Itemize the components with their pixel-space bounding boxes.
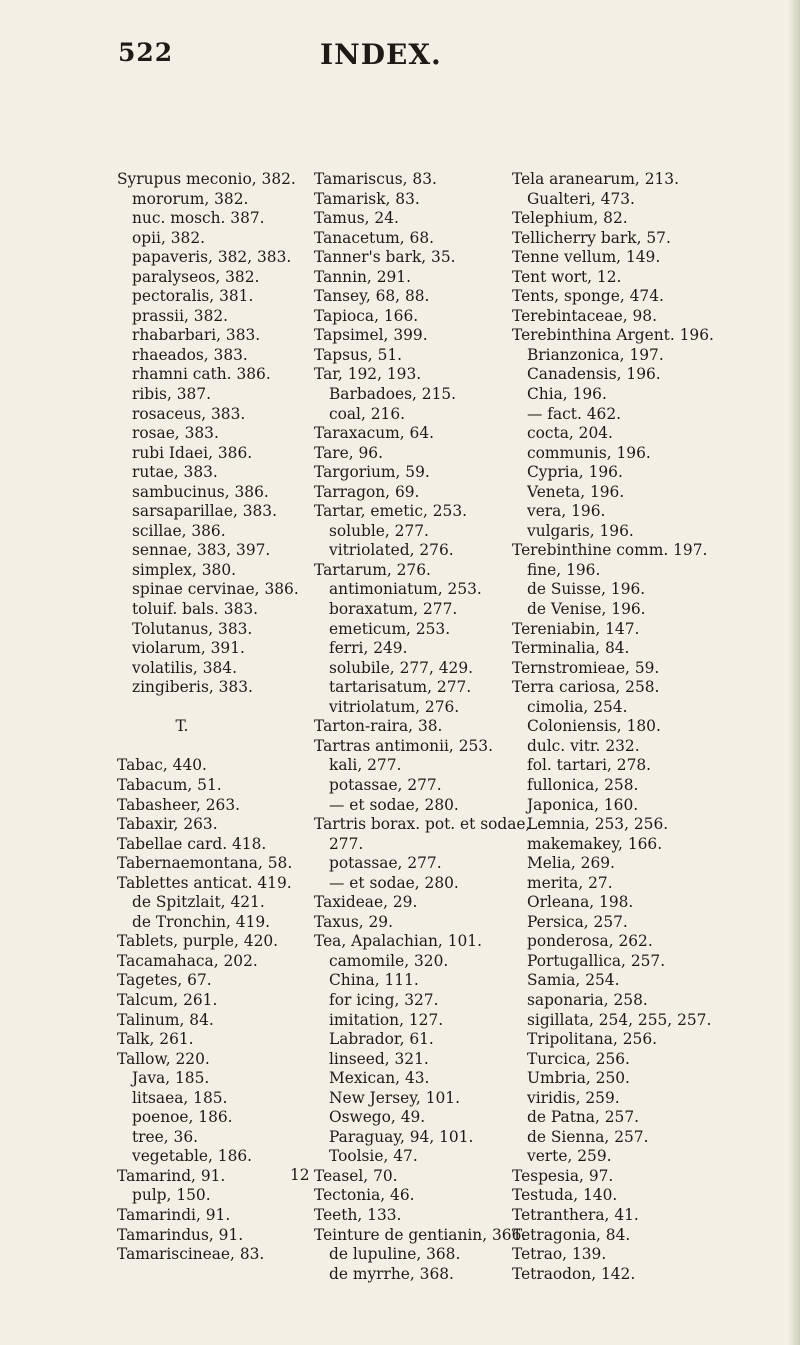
index-entry: pulp, 150. xyxy=(132,1186,211,1205)
index-entry: rhaeados, 383. xyxy=(132,345,248,364)
index-entry: vitriolated, 276. xyxy=(329,541,454,560)
index-entry: paralyseos, 382. xyxy=(132,267,260,286)
index-entry: merita, 27. xyxy=(527,873,613,892)
index-entry: Taraxacum, 64. xyxy=(314,424,435,443)
index-entry: Java, 185. xyxy=(132,1069,210,1088)
index-entry: dulc. vitr. 232. xyxy=(527,736,640,755)
index-entry: vegetable, 186. xyxy=(132,1147,253,1166)
index-entry: cocta, 204. xyxy=(527,424,613,443)
index-entry: ribis, 387. xyxy=(132,385,212,404)
index-entry: vulgaris, 196. xyxy=(527,521,634,540)
index-entry: de lupuline, 368. xyxy=(329,1245,461,1264)
index-entry: boraxatum, 277. xyxy=(329,600,458,619)
page-number: 522 xyxy=(118,38,174,67)
index-entry: cimolia, 254. xyxy=(527,697,628,716)
index-entry: Turcica, 256. xyxy=(527,1049,630,1068)
index-entry: rhamni cath. 386. xyxy=(132,365,271,384)
index-entry: Tabernaemontana, 58. xyxy=(117,854,293,873)
index-entry: soluble, 277. xyxy=(329,521,429,540)
index-entry: Coloniensis, 180. xyxy=(527,717,661,736)
index-entry: Tannin, 291. xyxy=(314,267,411,286)
index-entry: Tamarindus, 91. xyxy=(117,1225,244,1244)
index-entry: Terebinthine comm. 197. xyxy=(512,541,708,560)
index-entry: Teeth, 133. xyxy=(314,1205,402,1224)
index-entry: Testuda, 140. xyxy=(512,1186,618,1205)
index-entry: Tents, sponge, 474. xyxy=(512,287,664,306)
index-entry: de Venise, 196. xyxy=(527,600,646,619)
section-spacer xyxy=(117,737,299,757)
index-entry: — et sodae, 280. xyxy=(329,873,459,892)
index-entry: Tarton-raira, 38. xyxy=(314,717,443,736)
index-entry: Syrupus meconio, 382. xyxy=(117,170,296,188)
index-entry: for icing, 327. xyxy=(329,990,439,1009)
index-entry: Lemnia, 253, 256. xyxy=(527,815,669,834)
index-entry: Tartar, emetic, 253. xyxy=(314,502,468,521)
index-entry: toluif. bals. 383. xyxy=(132,600,259,619)
index-entry: Tamariscus, 83. xyxy=(314,170,437,188)
index-entry: potassae, 277. xyxy=(329,854,442,873)
index-entry: Portugallica, 257. xyxy=(527,951,666,970)
index-entry: Teinture de gentianin, 366. xyxy=(314,1225,527,1244)
index-entry: Tapsus, 51. xyxy=(314,345,403,364)
index-entry: Tabacum, 51. xyxy=(117,775,222,794)
index-entry: de Tronchin, 419. xyxy=(132,912,271,931)
index-entry: Tamariscineae, 83. xyxy=(117,1245,265,1264)
index-entry: pectoralis, 381. xyxy=(132,287,254,306)
signature-mark: 12 xyxy=(290,1166,310,1184)
index-entry: Tartarum, 276. xyxy=(314,560,431,579)
index-entry: Tetraodon, 142. xyxy=(512,1264,636,1283)
index-entry: poenoe, 186. xyxy=(132,1108,233,1127)
index-entry: Tablets, purple, 420. xyxy=(117,932,279,951)
index-entry: Canadensis, 196. xyxy=(527,365,661,384)
index-entry: communis, 196. xyxy=(527,443,651,462)
index-entry: Tela aranearum, 213. xyxy=(512,170,679,188)
index-entry: Tarragon, 69. xyxy=(314,482,420,501)
index-entry: Taxus, 29. xyxy=(314,912,393,931)
index-entry: Terebinthina Argent. 196. xyxy=(512,326,714,345)
index-entry: simplex, 380. xyxy=(132,560,237,579)
index-entry: Tamarind, 91. xyxy=(117,1166,226,1185)
index-entry: Tamus, 24. xyxy=(314,209,399,228)
index-entry: — et sodae, 280. xyxy=(329,795,459,814)
index-entry: Persica, 257. xyxy=(527,912,628,931)
index-entry: sarsaparillae, 383. xyxy=(132,502,277,521)
index-entry: Talk, 261. xyxy=(117,1030,194,1049)
index-entry: Japonica, 160. xyxy=(527,795,639,814)
index-entry: ferri, 249. xyxy=(329,639,408,658)
index-entry: Orleana, 198. xyxy=(527,893,634,912)
index-entry: sambucinus, 386. xyxy=(132,482,269,501)
index-entry: Terebintaceae, 98. xyxy=(512,306,657,325)
index-entry: Tartras antimonii, 253. xyxy=(314,736,493,755)
index-entry: Terminalia, 84. xyxy=(512,639,630,658)
index-column-2 xyxy=(314,170,530,1284)
index-entry: Tare, 96. xyxy=(314,443,383,462)
index-entry: rubi Idaei, 386. xyxy=(132,443,253,462)
index-column-1 xyxy=(117,170,299,1265)
running-title: INDEX. xyxy=(320,38,442,71)
index-entry: Tectonia, 46. xyxy=(314,1186,415,1205)
index-entry: Barbadoes, 215. xyxy=(329,385,457,404)
index-entry: papaveris, 382, 383. xyxy=(132,248,292,267)
index-entry: Tereniabin, 147. xyxy=(512,619,640,638)
index-entry: de Suisse, 196. xyxy=(527,580,646,599)
index-entry: spinae cervinae, 386. xyxy=(132,580,299,599)
index-entry: opii, 382. xyxy=(132,228,206,247)
index-entry: Tanner's bark, 35. xyxy=(314,248,456,267)
section-spacer xyxy=(117,698,299,718)
index-entry: Tallow, 220. xyxy=(117,1049,210,1068)
index-entry: Taxideae, 29. xyxy=(314,893,418,912)
index-entry: potassae, 277. xyxy=(329,775,442,794)
index-entry: Tapioca, 166. xyxy=(314,306,419,325)
index-entry: nuc. mosch. 387. xyxy=(132,209,265,228)
index-entry: Tagetes, 67. xyxy=(117,971,212,990)
index-entry: Tamarindi, 91. xyxy=(117,1205,231,1224)
section-letter: T. xyxy=(175,717,189,736)
index-entry: Tanacetum, 68. xyxy=(314,228,435,247)
index-entry: Gualteri, 473. xyxy=(527,189,635,208)
index-entry: ponderosa, 262. xyxy=(527,932,653,951)
index-entry: saponaria, 258. xyxy=(527,990,648,1009)
index-entry: rutae, 383. xyxy=(132,463,218,482)
index-entry: Tea, Apalachian, 101. xyxy=(314,932,482,951)
index-entry: Tetragonia, 84. xyxy=(512,1225,631,1244)
index-entry: Tabellae card. 418. xyxy=(117,834,267,853)
index-entry: de Spitzlait, 421. xyxy=(132,893,265,912)
index-entry: vera, 196. xyxy=(527,502,606,521)
index-entry: rosaceus, 383. xyxy=(132,404,246,423)
index-entry: Tellicherry bark, 57. xyxy=(512,228,671,247)
index-entry: emeticum, 253. xyxy=(329,619,451,638)
index-entry: camomile, 320. xyxy=(329,951,449,970)
index-entry: fine, 196. xyxy=(527,560,601,579)
index-entry: Tansey, 68, 88. xyxy=(314,287,430,306)
index-entry: makemakey, 166. xyxy=(527,834,663,853)
index-column-3 xyxy=(512,170,714,1284)
index-entry: Tolutanus, 383. xyxy=(132,619,253,638)
index-entry: Tabaxir, 263. xyxy=(117,815,218,834)
index-entry: violarum, 391. xyxy=(132,639,245,658)
index-entry: Tabasheer, 263. xyxy=(117,795,241,814)
index-entry: Tespesia, 97. xyxy=(512,1166,614,1185)
index-entry: Veneta, 196. xyxy=(527,482,625,501)
index-entry: antimoniatum, 253. xyxy=(329,580,482,599)
index-entry: Teasel, 70. xyxy=(314,1166,398,1185)
index-entry: Tablettes anticat. 419. xyxy=(117,873,292,892)
index-entry: Melia, 269. xyxy=(527,854,615,873)
index-entry: viridis, 259. xyxy=(527,1088,620,1107)
index-entry: kali, 277. xyxy=(329,756,402,775)
index-entry: Brianzonica, 197. xyxy=(527,345,664,364)
index-entry: Paraguay, 94, 101. xyxy=(329,1127,474,1146)
index-entry: Telephium, 82. xyxy=(512,209,628,228)
index-entry: tartarisatum, 277. xyxy=(329,678,472,697)
index-entry: Tacamahaca, 202. xyxy=(117,951,258,970)
index-entry: Tenne vellum, 149. xyxy=(512,248,661,267)
page-edge-shadow xyxy=(788,0,800,1345)
index-entry: fullonica, 258. xyxy=(527,775,639,794)
index-entry: solubile, 277, 429. xyxy=(329,658,474,677)
index-entry: verte, 259. xyxy=(527,1147,612,1166)
index-entry: Tripolitana, 256. xyxy=(527,1030,658,1049)
index-entry: Targorium, 59. xyxy=(314,463,430,482)
index-entry: de Sienna, 257. xyxy=(527,1127,649,1146)
index-entry: Mexican, 43. xyxy=(329,1069,430,1088)
index-entry: — fact. 462. xyxy=(527,404,622,423)
index-entry: sennae, 383, 397. xyxy=(132,541,271,560)
index-entry: Tabac, 440. xyxy=(117,756,207,775)
index-entry: tree, 36. xyxy=(132,1127,199,1146)
index-entry: Tetranthera, 41. xyxy=(512,1205,639,1224)
index-entry: vitriolatum, 276. xyxy=(329,697,460,716)
index-entry: Tetrao, 139. xyxy=(512,1245,607,1264)
index-entry: Ternstromieae, 59. xyxy=(512,658,660,677)
index-entry: Terra cariosa, 258. xyxy=(512,678,660,697)
index-entry: Tapsimel, 399. xyxy=(314,326,428,345)
index-entry: scillae, 386. xyxy=(132,521,226,540)
index-entry: linseed, 321. xyxy=(329,1049,429,1068)
page-header xyxy=(0,38,800,78)
index-entry: Tamarisk, 83. xyxy=(314,189,420,208)
index-entry: fol. tartari, 278. xyxy=(527,756,652,775)
index-entry: rhabarbari, 383. xyxy=(132,326,261,345)
index-entry: mororum, 382. xyxy=(132,189,249,208)
index-entry: Tartris borax. pot. et sodae, xyxy=(314,815,531,834)
index-entry: imitation, 127. xyxy=(329,1010,444,1029)
index-entry: Tar, 192, 193. xyxy=(314,365,422,384)
index-entry: coal, 216. xyxy=(329,404,406,423)
index-entry: Toolsie, 47. xyxy=(329,1147,418,1166)
index-entry: China, 111. xyxy=(329,971,419,990)
index-entry: New Jersey, 101. xyxy=(329,1088,460,1107)
index-entry: 277. xyxy=(329,834,364,853)
index-entry: sigillata, 254, 255, 257. xyxy=(527,1010,712,1029)
index-entry: zingiberis, 383. xyxy=(132,678,253,697)
index-entry: Umbria, 250. xyxy=(527,1069,630,1088)
index-entry: rosae, 383. xyxy=(132,424,219,443)
index-entry: litsaea, 185. xyxy=(132,1088,228,1107)
index-entry: de myrrhe, 368. xyxy=(329,1264,454,1283)
index-entry: Tent wort, 12. xyxy=(512,267,622,286)
index-entry: Samia, 254. xyxy=(527,971,620,990)
index-entry: Cypria, 196. xyxy=(527,463,623,482)
index-entry: prassii, 382. xyxy=(132,306,229,325)
index-entry: Talinum, 84. xyxy=(117,1010,214,1029)
index-entry: Oswego, 49. xyxy=(329,1108,426,1127)
index-entry: Chia, 196. xyxy=(527,385,607,404)
index-entry: de Patna, 257. xyxy=(527,1108,640,1127)
index-entry: Talcum, 261. xyxy=(117,990,218,1009)
index-entry: volatilis, 384. xyxy=(132,658,237,677)
index-entry: Labrador, 61. xyxy=(329,1030,434,1049)
